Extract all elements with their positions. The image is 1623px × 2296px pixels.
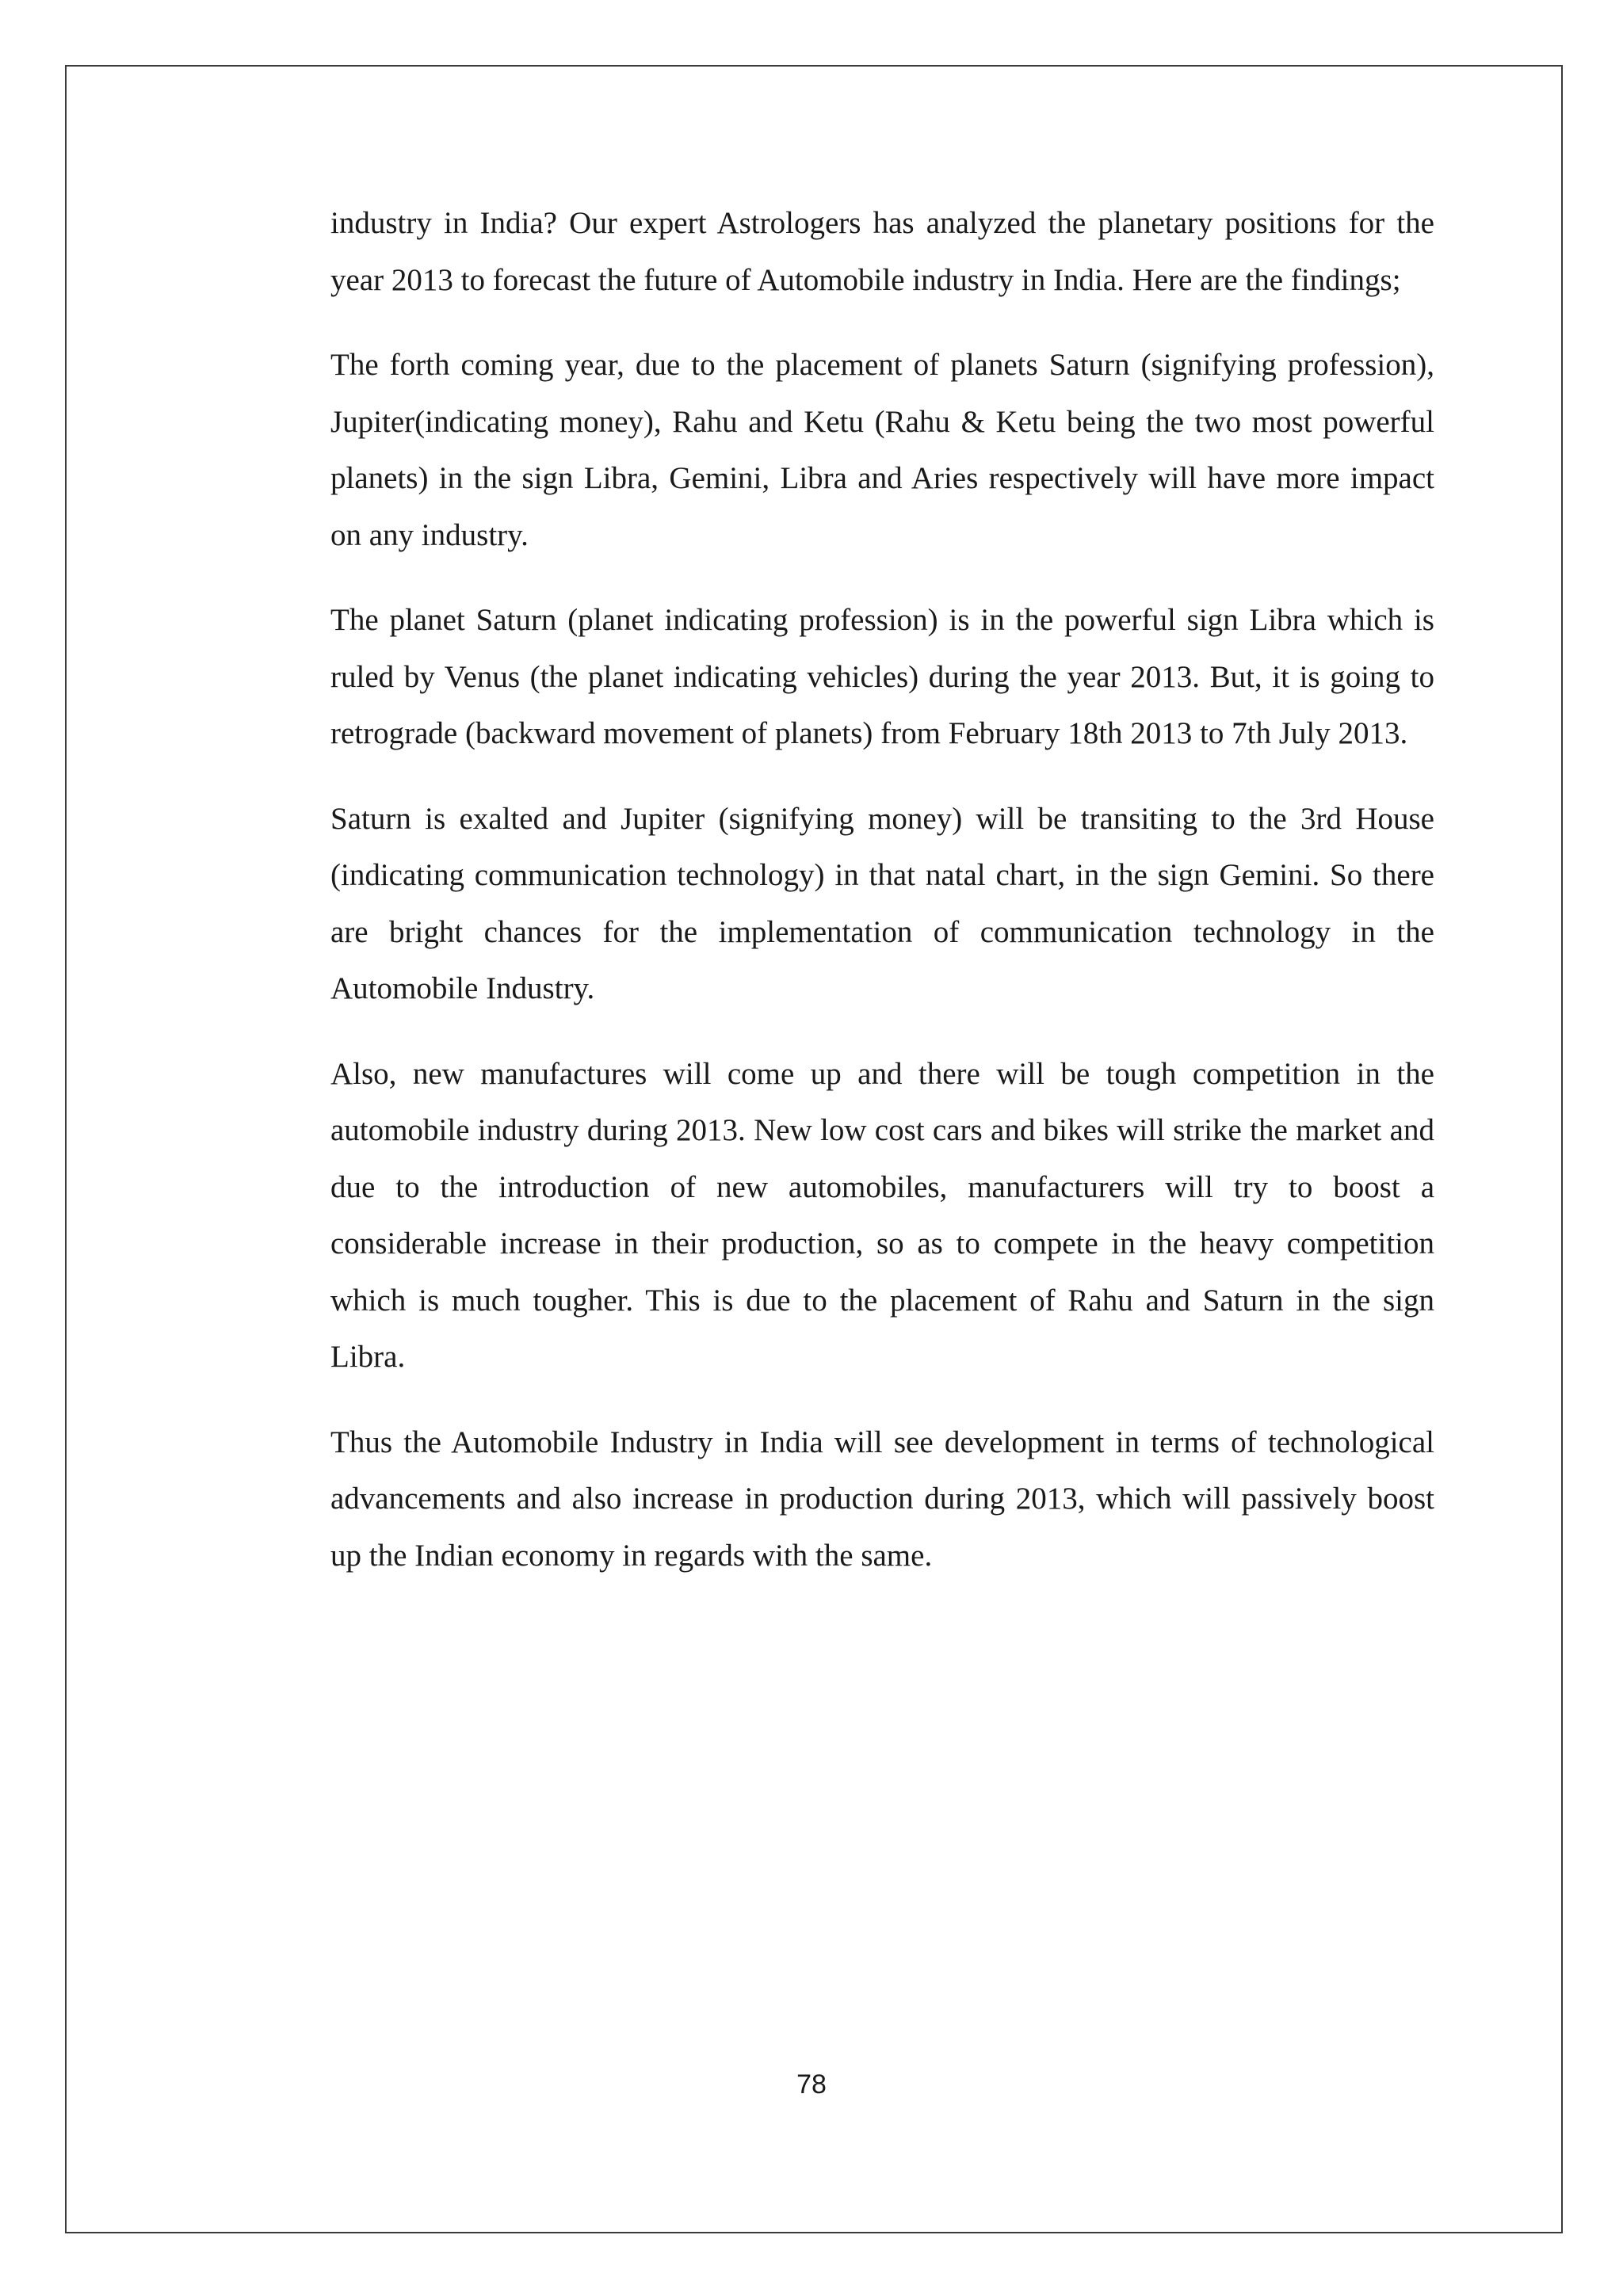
paragraph-4: Saturn is exalted and Jupiter (signifying money) will be transiting to the 3rd House (indicating communication technology) in that natal chart, in the sign Gemini. So there are bright chances for the implementation of communication technology in the Automobile Industry. [330,801,1434,1005]
paragraph-3: The planet Saturn (planet indicating profession) is in the powerful sign Libra which is ruled by Venus (the planet indicating vehicles) during the year 2013. But, it is going to retrograde (backward movement of planets) from February 18th 2013 to 7th July 2013. [330,603,1434,750]
paragraph-6: Thus the Automobile Industry in India will see development in terms of technological advancements and also increase in production during 2013, which will passively boost up the Indian economy in regards with the same. [330,1425,1434,1573]
paragraph-1: industry in India? Our expert Astrologers has analyzed the planetary positions for the year 2013 to forecast the future of Automobile industry in India. Here are the findings; [330,206,1434,297]
page-number: 78 [796,2069,827,2100]
page-body [330,195,1434,1612]
paragraph-5: Also, new manufactures will come up and there will be tough competition in the automobile industry during 2013. New low cost cars and bikes will strike the market and due to the introduction of new automobiles, manufacturers will try to boost a considerable increase in their production, so as to compete in the heavy competition which is much tougher. This is due to the placement of Rahu and Saturn in the sign Libra. [330,1056,1434,1374]
paragraph-2: The forth coming year, due to the placement of planets Saturn (signifying profession), Jupiter(indicating money), Rahu and Ketu (Rahu & Ketu being the two most powerful planets) in the sign Libra, Gemini, Libra and Aries respectively will have more impact on any industry. [330,348,1434,552]
